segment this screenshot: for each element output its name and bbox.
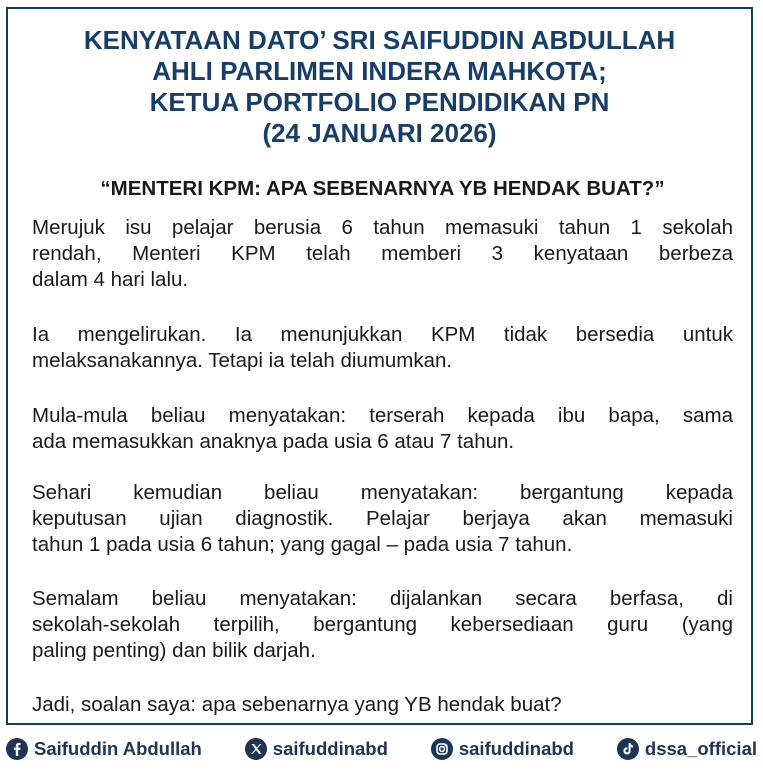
paragraph-line: tahun 1 pada usia 6 tahun; yang gagal – pada usia 7 tahun. (32, 533, 573, 556)
social-instagram[interactable] (431, 738, 574, 760)
paragraph-3 (32, 403, 733, 455)
paragraph-line: Jadi, soalan saya: apa sebenarnya yang YB hendak buat? (32, 693, 562, 716)
facebook-icon (6, 738, 28, 760)
paragraph-5 (32, 586, 733, 664)
paragraph-line: paling penting) dan bilik darjah. (32, 639, 316, 662)
paragraph-line: Ia mengelirukan. Ia menunjukkan KPM tidak bersedia untuk (32, 323, 733, 346)
header-line-3: KETUA PORTFOLIO PENDIDIKAN PN (149, 87, 610, 117)
header-line-2: AHLI PARLIMEN INDERA MAHKOTA; (152, 56, 607, 86)
paragraph-line: Merujuk isu pelajar berusia 6 tahun memasuki tahun 1 sekolah (32, 216, 733, 239)
instagram-handle: saifuddinabd (458, 738, 574, 759)
social-x[interactable] (245, 738, 388, 760)
paragraph-line: melaksanakannya. Tetapi ia telah diumumkan. (32, 349, 453, 372)
paragraph-line: Semalam beliau menyatakan: dijalankan secara berfasa, di (32, 587, 733, 610)
facebook-handle: Saifuddin Abdullah (34, 738, 202, 759)
statement-subheading: “MENTERI KPM: APA SEBENARNYA YB HENDAK BUAT?” (100, 177, 665, 200)
paragraph-line: keputusan ujian diagnostik. Pelajar berjaya akan memasuki (32, 507, 733, 530)
paragraph-2 (32, 322, 733, 374)
social-tiktok[interactable] (617, 738, 757, 760)
paragraph-line: rendah, Menteri KPM telah memberi 3 kenyataan berbeza (32, 242, 733, 265)
paragraph-line: ada memasukkan anaknya pada usia 6 atau 7 tahun. (32, 430, 515, 453)
statement-frame (6, 7, 753, 725)
x-icon (245, 738, 267, 760)
x-handle: saifuddinabd (272, 738, 388, 759)
paragraph-6 (32, 692, 733, 718)
header-line-1: KENYATAAN DATO’ SRI SAIFUDDIN ABDULLAH (83, 25, 676, 55)
paragraph-line: sekolah-sekolah terpilih, bergantung kebersediaan guru (yang (32, 613, 733, 636)
paragraph-line: Sehari kemudian beliau menyatakan: bergantung kepada (32, 481, 733, 504)
paragraph-line: Mula-mula beliau menyatakan: terserah kepada ibu bapa, sama (32, 404, 733, 427)
paragraph-1 (32, 215, 733, 293)
social-footer (6, 736, 757, 762)
tiktok-icon (617, 738, 639, 760)
paragraph-line: dalam 4 hari lalu. (32, 268, 189, 291)
tiktok-handle: dssa_official (644, 738, 757, 759)
paragraph-4 (32, 480, 733, 558)
header-date: (24 JANUARI 2026) (262, 118, 497, 148)
social-facebook[interactable] (6, 738, 202, 760)
instagram-icon (431, 738, 453, 760)
statement-header (8, 25, 751, 149)
